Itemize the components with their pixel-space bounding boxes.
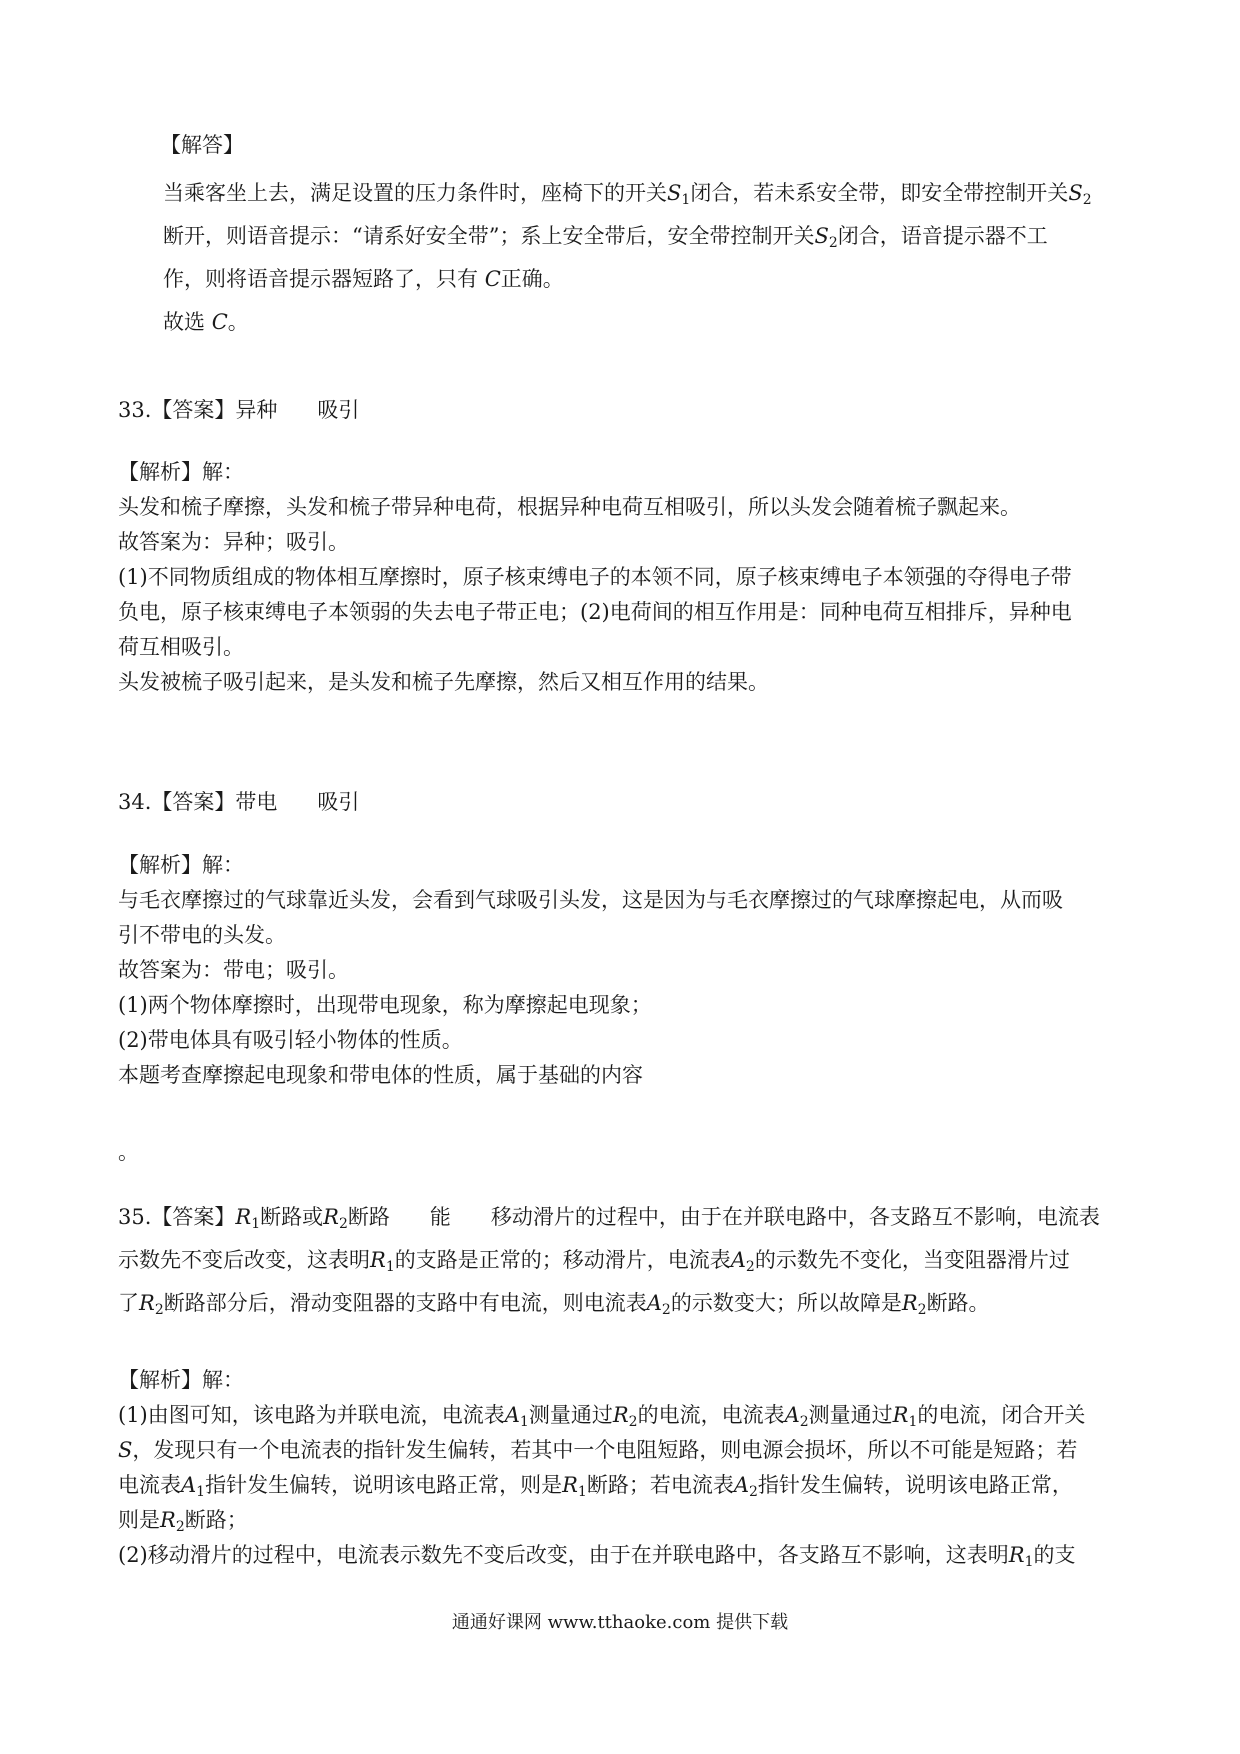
q34-answer: 34.【答案】带电 吸引 <box>118 790 360 814</box>
q33-line-5: 荷互相吸引。 <box>118 635 244 659</box>
q33-line-3: (1)不同物质组成的物体相互摩擦时，原子核束缚电子的本领不同，原子核束缚电子本领强的夺得电子带 <box>118 565 1072 589</box>
q35-analysis <box>118 1363 1128 1573</box>
q34-line-5: (2)带电体具有吸引轻小物体的性质。 <box>118 1028 463 1052</box>
q35-answer <box>118 1196 1128 1325</box>
q32-heading: 【解答】 <box>160 133 244 157</box>
q34-line-4: (1)两个物体摩擦时，出现带电现象，称为摩擦起电现象； <box>118 993 652 1017</box>
q33-line-2: 故答案为：异种；吸引。 <box>118 530 349 554</box>
q35-line-5: (2)移动滑片的过程中，电流表示数先不变后改变，由于在并联电路中，各支路互不影响，这表明$R_1$的支 <box>118 1543 1076 1570</box>
q33-line-6: 头发被梳子吸引起来，是头发和梳子先摩擦，然后又相互作用的结果。 <box>118 670 769 694</box>
q33-line-4: 负电，原子核束缚电子本领弱的失去电子带正电；(2)电荷间的相互作用是：同种电荷互相排斥，异种电 <box>118 600 1072 624</box>
q35-line-4: 则是$R_2$断路； <box>118 1508 248 1535</box>
q33-analysis <box>118 455 1128 700</box>
q33-answer: 33.【答案】异种 吸引 <box>118 398 360 422</box>
q35-analysis-tag: 【解析】解： <box>118 1368 244 1392</box>
q33-analysis-tag: 【解析】解： <box>118 460 244 484</box>
q35-answer-line-1: 35.【答案】$R_1$断路或$R_2$断路 能 移动滑片的过程中，由于在并联电路中，各支路互不影响，电流表 <box>118 1205 1100 1232</box>
q32-body <box>163 172 1123 344</box>
q34-line-1: 与毛衣摩擦过的气球靠近头发，会看到气球吸引头发，这是因为与毛衣摩擦过的气球摩擦起电，从而吸 <box>118 888 1063 912</box>
q35-line-1: (1)由图可知，该电路为并联电流，电流表$A_1$测量通过$R_2$的电流，电流表$A_2$测量通过$R_1$的电流，闭合开关 <box>118 1403 1086 1430</box>
q34-analysis-tag: 【解析】解： <box>118 853 244 877</box>
q34-analysis <box>118 848 1128 1093</box>
q35-line-2: S，发现只有一个电流表的指针发生偏转，若其中一个电阻短路，则电源会损坏，所以不可能是短路；若 <box>118 1438 1078 1462</box>
q35-answer-line-3: 了$R_2$断路部分后，滑动变阻器的支路中有电流，则电流表$A_2$的示数变大；所以故障是$R_2$断路。 <box>118 1291 990 1318</box>
q34-line-3: 故答案为：带电；吸引。 <box>118 958 349 982</box>
q32-conclusion: 故选 C。 <box>163 310 249 334</box>
q34-line-2: 引不带电的头发。 <box>118 923 286 947</box>
q33-line-1: 头发和梳子摩擦，头发和梳子带异种电荷，根据异种电荷互相吸引，所以头发会随着梳子飘起来。 <box>118 495 1021 519</box>
page-footer: 通通好课网 www.tthaoke.com 提供下载 <box>451 1612 789 1633</box>
q34-trailing-mark: 。 <box>118 1140 139 1164</box>
q32-line-3: 作，则将语音提示器短路了，只有 C正确。 <box>163 267 564 291</box>
q35-answer-line-2: 示数先不变后改变，这表明$R_1$的支路是正常的；移动滑片，电流表$A_2$的示数先不变化，当变阻器滑片过 <box>118 1248 1070 1275</box>
q32-line-2: 断开，则语音提示：“请系好安全带”；系上安全带后，安全带控制开关$S_2$闭合，语音提示器不工 <box>163 224 1048 251</box>
q34-line-6: 本题考查摩擦起电现象和带电体的性质，属于基础的内容 <box>118 1063 643 1087</box>
q35-line-3: 电流表$A_1$指针发生偏转，说明该电路正常，则是$R_1$断路；若电流表$A_2$指针发生偏转，说明该电路正常， <box>118 1473 1073 1500</box>
q32-line-1: 当乘客坐上去，满足设置的压力条件时，座椅下的开关$S_1$闭合，若未系安全带，即安全带控制开关$S_2$ <box>163 181 1092 208</box>
